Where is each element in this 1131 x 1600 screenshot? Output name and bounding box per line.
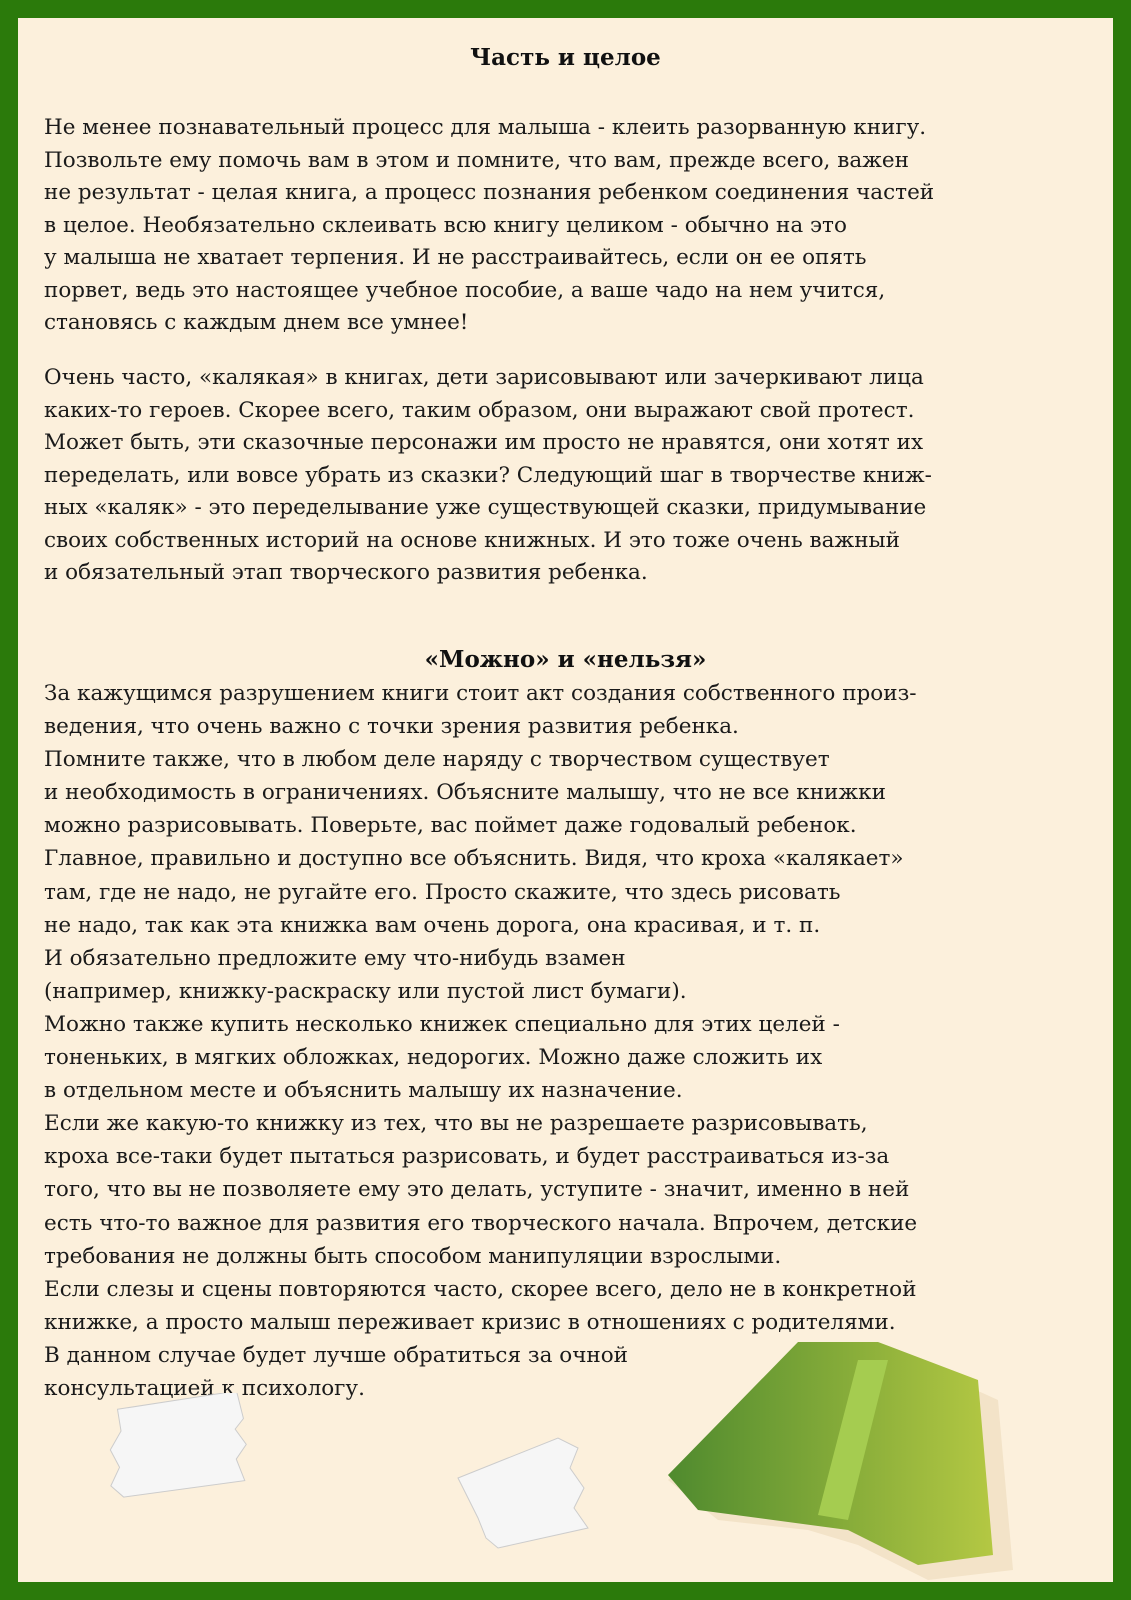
text-line: книжке, а просто малыш переживает кризис в отношениях с родителями. — [44, 1309, 896, 1335]
text-line: ных «каляк» - это переделывание уже существующей сказки, придумывание — [44, 495, 927, 520]
text-line: и необходимость в ограничениях. Объясните малышу, что не все книжки — [44, 780, 886, 806]
paragraph-2 — [44, 362, 932, 590]
text-line: каких-то героев. Скорее всего, таким образом, они выражают свой протест. — [44, 397, 915, 423]
section-title-can-and-cannot: «Можно» и «нельзя» — [424, 646, 707, 673]
text-line: становясь с каждым днем все умнее! — [44, 310, 469, 335]
text-line: своих собственных историй на основе книжных. И это тоже очень важный — [44, 527, 900, 553]
text-line: И обязательно предложите ему что-нибудь взамен — [44, 945, 626, 971]
text-line: того, что вы не позволяете ему это делать, уступите - значит, именно в ней — [44, 1177, 910, 1203]
text-line: Можно также купить несколько книжек специально для этих целей - — [44, 1011, 840, 1037]
open-book-icon — [658, 1330, 1028, 1580]
text-line: не надо, так как эта книжка вам очень дорога, она красивая, и т. п. — [44, 912, 821, 938]
text-line: у малыша не хватает терпения. И не расстраивайтесь, если он ее опять — [44, 245, 867, 270]
text-line: тоненьких, в мягких обложках, недорогих. Можно даже сложить их — [44, 1045, 823, 1071]
section-title-part-and-whole: Часть и целое — [470, 44, 661, 71]
paragraph-1 — [44, 112, 934, 340]
paragraph-3 — [44, 677, 917, 1405]
text-line: можно разрисовывать. Поверьте, вас поймет даже годовалый ребенок. — [44, 813, 857, 839]
torn-page-icon — [438, 1418, 618, 1558]
text-line: требования не должны быть способом манипуляции взрослыми. — [44, 1243, 782, 1269]
text-line: переделать, или вовсе убрать из сказки? Следующий шаг в творчестве книж- — [44, 462, 932, 488]
text-line: не результат - целая книга, а процесс познания ребенком соединения частей — [44, 180, 935, 205]
text-line: и обязательный этап творческого развития ребенка. — [44, 560, 648, 585]
text-line: Если слезы и сцены повторяются часто, скорее всего, дело не в конкретной — [44, 1276, 917, 1302]
torn-page-icon — [80, 1393, 260, 1503]
text-line: в целое. Необязательно склеивать всю книгу целиком - обычно на это — [44, 212, 847, 238]
text-line: Позвольте ему помочь вам в этом и помните, что вам, прежде всего, важен — [44, 147, 909, 173]
text-line: консультацией к психологу. — [44, 1375, 365, 1401]
text-line: порвет, ведь это настоящее учебное пособие, а ваше чадо на нем учится, — [44, 277, 886, 303]
text-line: Очень часто, «калякая» в книгах, дети зарисовывают или зачеркивают лица — [44, 365, 924, 390]
text-line: там, где не надо, не ругайте его. Просто скажите, что здесь рисовать — [44, 879, 841, 905]
text-line: Если же какую-то книжку из тех, что вы не разрешаете разрисовывать, — [44, 1111, 868, 1137]
text-line: в отдельном месте и объяснить малышу их назначение. — [44, 1078, 683, 1104]
text-line: ведения, что очень важно с точки зрения развития ребенка. — [44, 714, 739, 740]
text-line: Помните также, что в любом деле наряду с творчеством существует — [44, 747, 830, 773]
text-line: В данном случае будет лучше обратиться за очной — [44, 1342, 629, 1368]
text-line: Не менее познавательный процесс для малыша - клеить разорванную книгу. — [44, 115, 927, 140]
text-line: есть что-то важное для развития его творческого начала. Впрочем, детские — [44, 1210, 918, 1236]
text-line: Главное, правильно и доступно все объяснить. Видя, что кроха «калякает» — [44, 846, 904, 872]
text-line: За кажущимся разрушением книги стоит акт создания собственного произ- — [44, 681, 917, 706]
text-line: кроха все-таки будет пытаться разрисовать, и будет расстраиваться из-за — [44, 1144, 890, 1170]
page — [18, 18, 1113, 1582]
text-line: Может быть, эти сказочные персонажи им просто не нравятся, они хотят их — [44, 430, 924, 455]
text-line: (например, книжку-раскраску или пустой лист бумаги). — [44, 978, 687, 1004]
